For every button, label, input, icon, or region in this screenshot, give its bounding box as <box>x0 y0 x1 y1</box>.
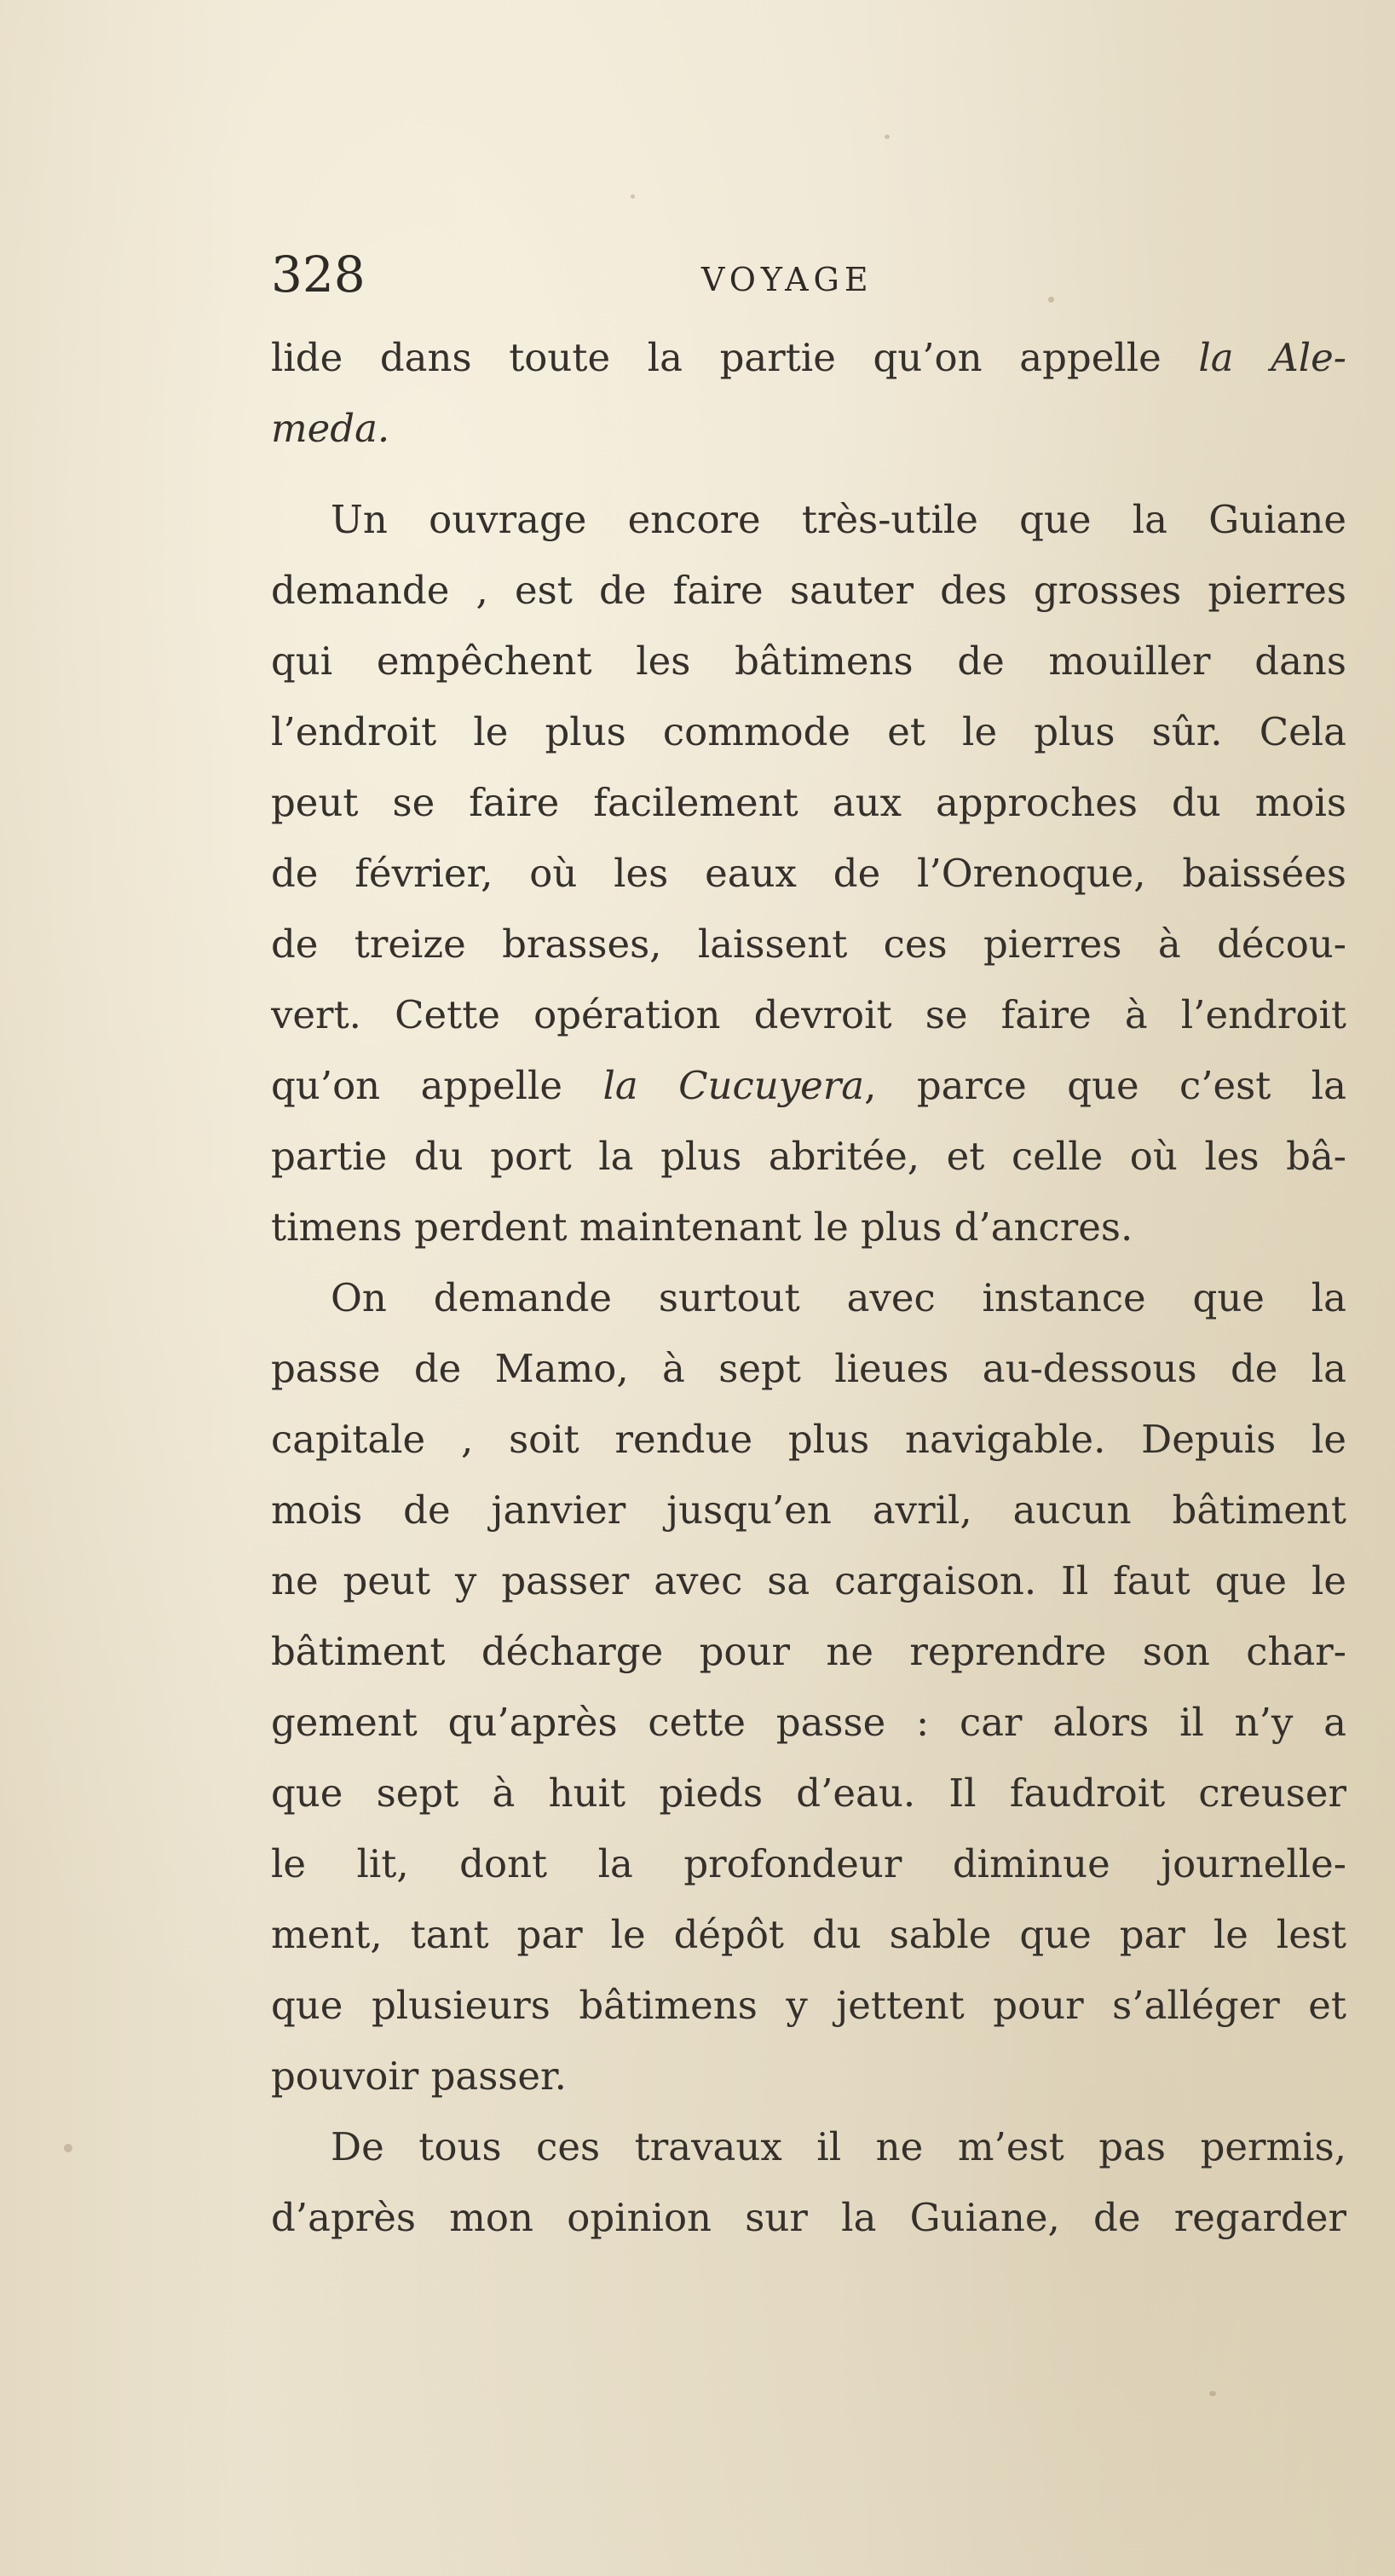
text-line: vert. Cette opération devroit se faire à l’endroit <box>271 992 1346 1037</box>
text-line: timens perdent maintenant le plus d’ancres. <box>271 1204 1133 1250</box>
text-line: Un ouvrage encore très-utile que la Guiane <box>331 497 1346 542</box>
paper-stain <box>64 2144 72 2152</box>
running-head: VOYAGE <box>701 261 873 298</box>
paper-stain <box>631 194 635 199</box>
text-line: lide dans toute la partie qu’on appelle la Ale- <box>271 335 1346 380</box>
text-line: bâtiment décharge pour ne reprendre son char- <box>271 1629 1346 1674</box>
text-line: qu’on appelle la Cucuyera, parce que c’est la <box>271 1063 1346 1108</box>
body-text <box>271 322 1346 2253</box>
text-line: ne peut y passer avec sa cargaison. Il faut que le <box>271 1558 1346 1603</box>
text-line: demande , est de faire sauter des grosses pierres <box>271 568 1346 613</box>
text-line: de treize brasses, laissent ces pierres à décou- <box>271 921 1346 967</box>
text-line: ment, tant par le dépôt du sable que par le lest <box>271 1912 1346 1957</box>
text-line: le lit, dont la profondeur diminue journelle- <box>271 1841 1346 1886</box>
text-line: qui empêchent les bâtimens de mouiller dans <box>271 638 1346 684</box>
text-line: meda. <box>271 406 390 451</box>
text-line: de février, où les eaux de l’Orenoque, baissées <box>271 851 1346 896</box>
text-line: l’endroit le plus commode et le plus sûr. Cela <box>271 709 1346 754</box>
paper-stain <box>885 135 890 139</box>
text-line: d’après mon opinion sur la Guiane, de regarder <box>271 2195 1346 2240</box>
text-line: passe de Mamo, à sept lieues au-dessous de la <box>271 1346 1346 1391</box>
text-line: De tous ces travaux il ne m’est pas permis, <box>331 2124 1346 2169</box>
text-line: capitale , soit rendue plus navigable. Depuis le <box>271 1417 1346 1462</box>
page-number: 328 <box>271 245 366 303</box>
paper-stain <box>1209 2391 1216 2396</box>
page-header <box>271 240 1328 309</box>
text-line: gement qu’après cette passe : car alors il n’y a <box>271 1700 1346 1745</box>
text-line: partie du port la plus abritée, et celle où les bâ- <box>271 1134 1346 1179</box>
text-line: que sept à huit pieds d’eau. Il faudroit creuser <box>271 1770 1346 1816</box>
text-line: pouvoir passer. <box>271 2053 567 2099</box>
text-line: que plusieurs bâtimens y jettent pour s’alléger et <box>271 1983 1346 2028</box>
text-line: On demande surtout avec instance que la <box>331 1275 1346 1320</box>
text-line: mois de janvier jusqu’en avril, aucun bâtiment <box>271 1487 1346 1533</box>
text-line: peut se faire facilement aux approches du mois <box>271 780 1346 825</box>
